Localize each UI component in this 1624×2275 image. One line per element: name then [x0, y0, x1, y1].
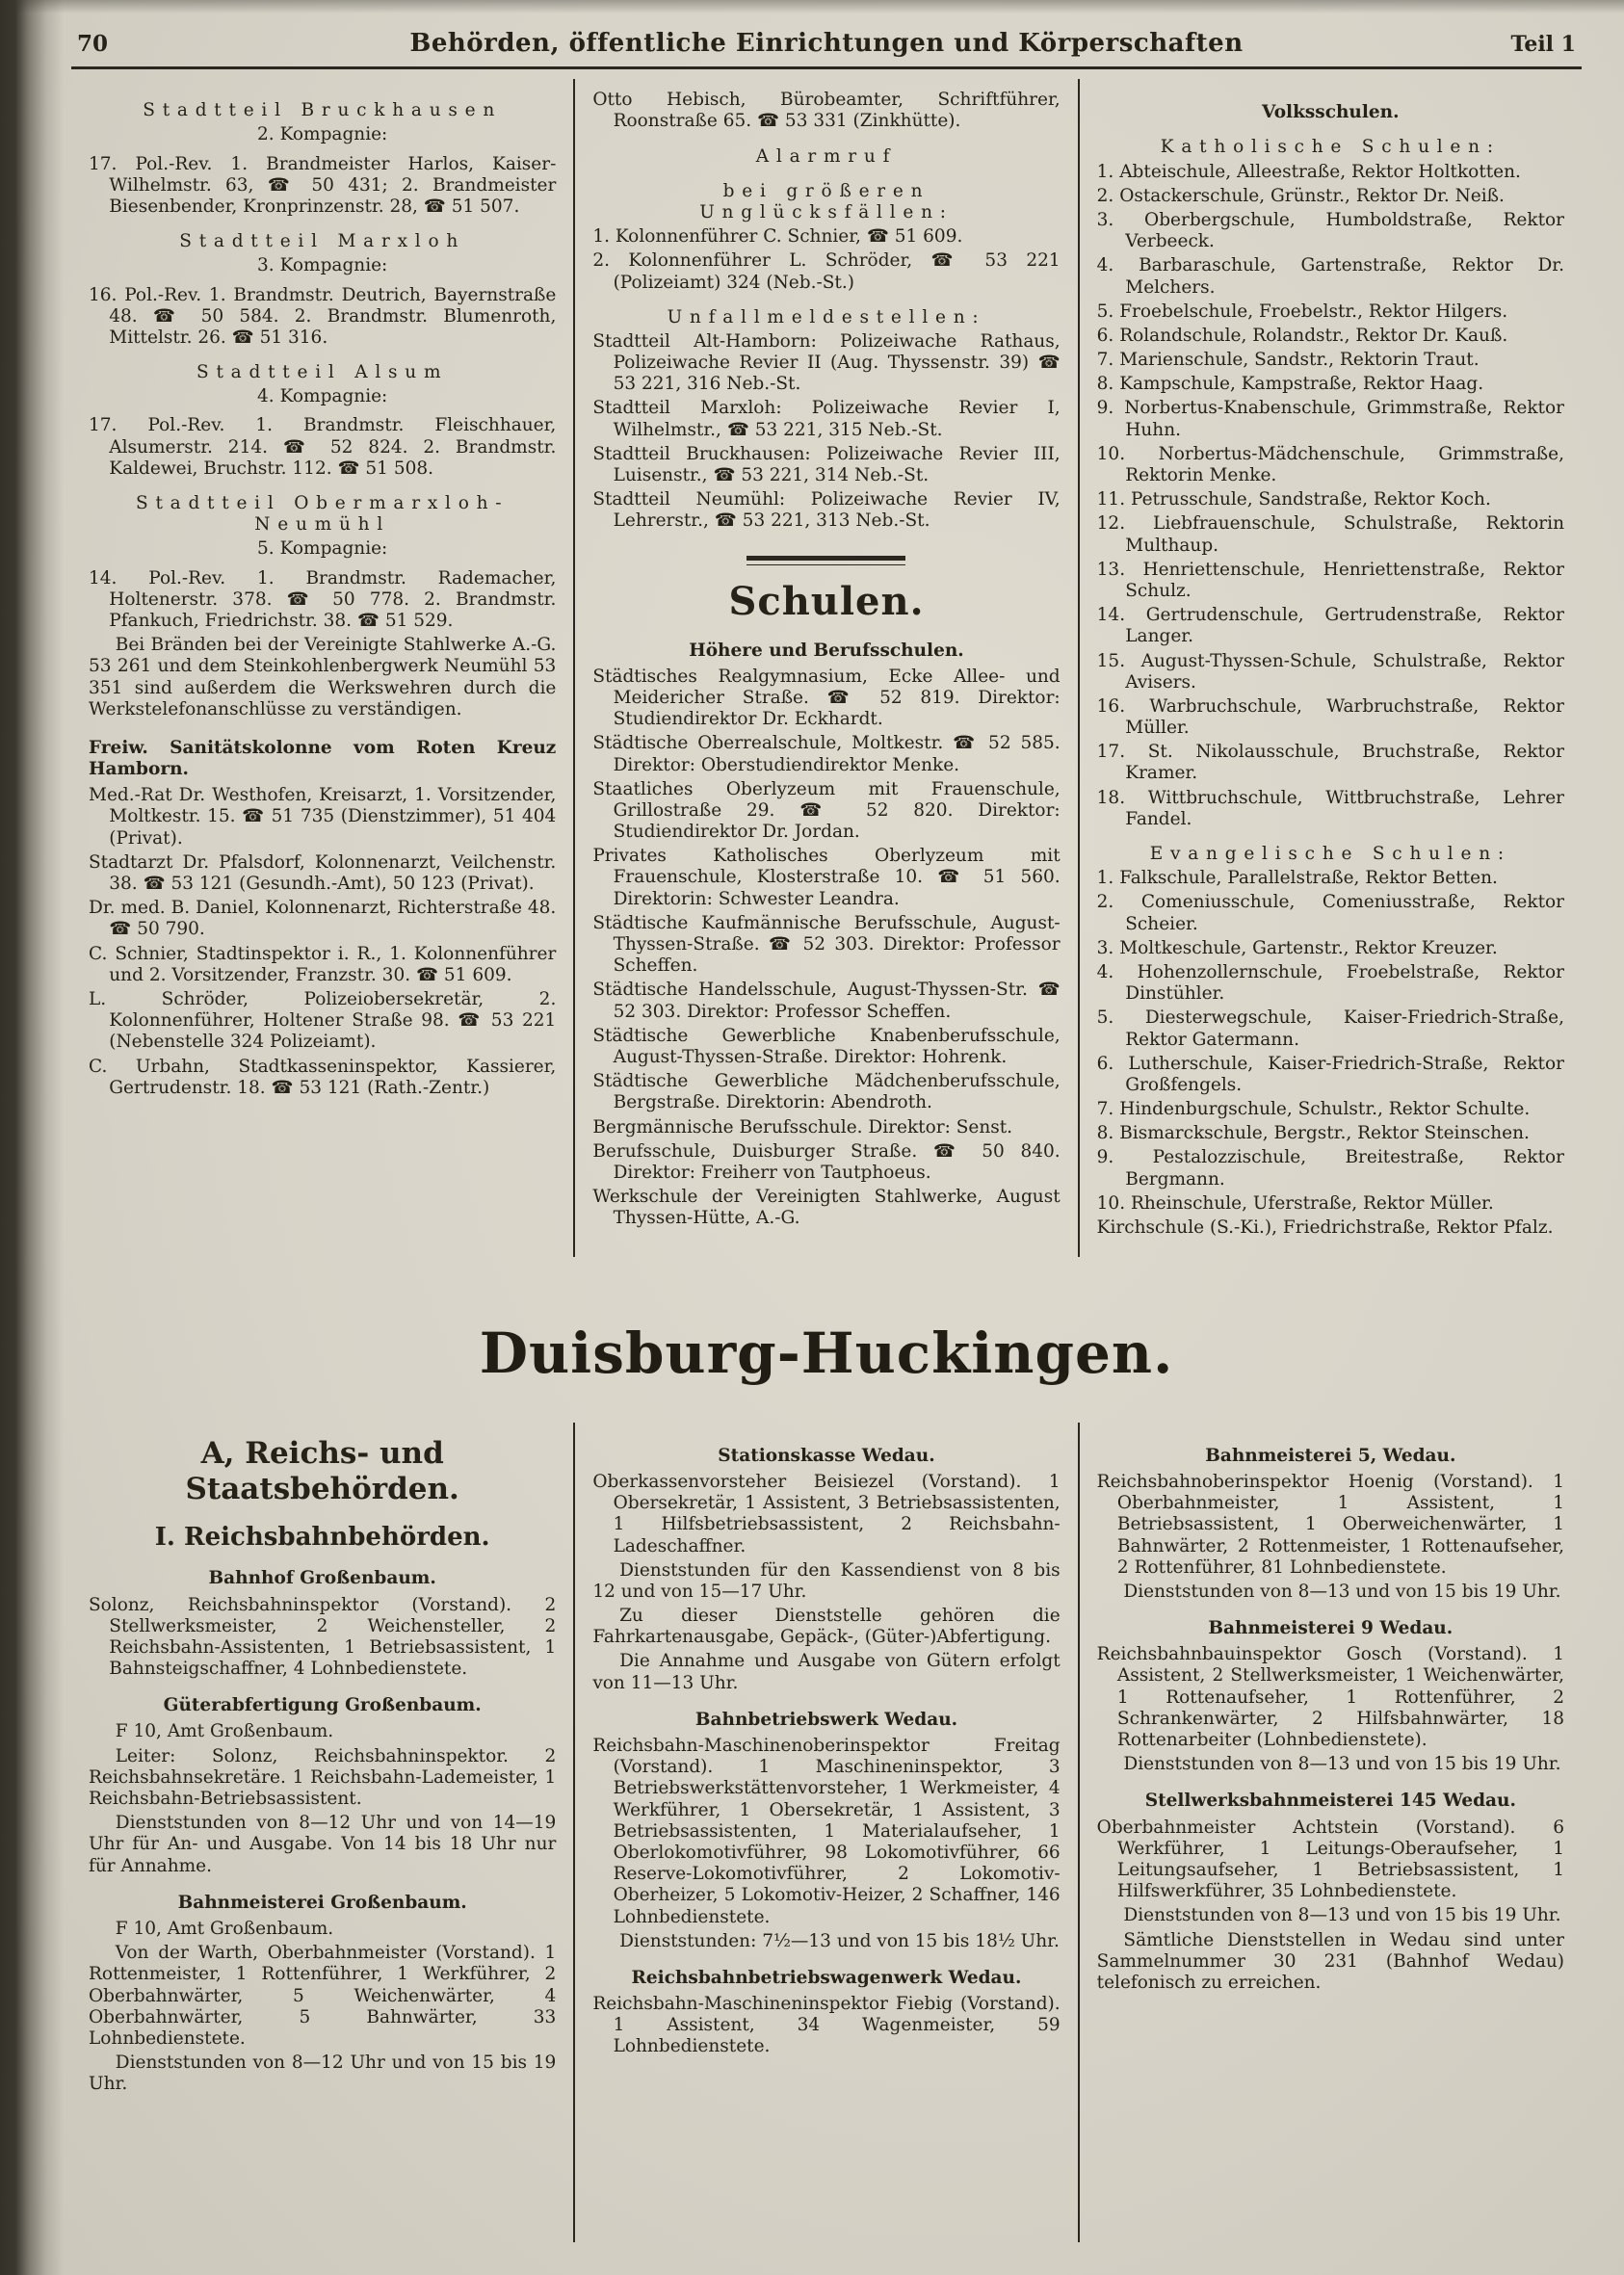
paragraph: Leiter: Solonz, Reichsbahninspektor. 2 Reichsbahnsekretäre. 1 Reichsbahn-Lademeister, 1 Reichsbahn-Betriebsassistent. — [89, 1745, 557, 1810]
paragraph: Dienststunden: 7½—13 und von 15 bis 18½ Uhr. — [619, 1930, 1060, 1951]
column — [573, 1423, 1077, 2242]
paragraph: Dienststunden von 8—13 und von 15 bis 19 Uhr. — [1123, 1581, 1561, 1602]
list-item: 4. Barbaraschule, Gartenstraße, Rektor Dr. Melchers. — [1096, 255, 1564, 298]
entry-paragraph: Oberbahnmeister Achtstein (Vorstand). 6 Werkführer, 1 Leitungs-Oberaufseher, 1 Leitungsaufseher, 1 Betriebsassistent, 1 Hilfswerkführer, 35 Lohnbedienstete. — [1096, 1817, 1564, 1902]
section-heading: Katholische Schulen: — [1160, 137, 1501, 158]
entry-paragraph: 14. Pol.-Rev. 1. Brandmstr. Rademacher, Holtenerstr. 378. ☎ 50 778. 2. Brandmstr. Pfankuch, Friedrichstr. 38. ☎ 51 529. — [89, 567, 557, 631]
list-item: 18. Wittbruchschule, Wittbruchstraße, Lehrer Fandel. — [1096, 787, 1564, 829]
entry-paragraph: L. Schröder, Polizeiobersekretär, 2. Kolonnenführer, Holtener Straße 98. ☎ 53 221 (Nebenstelle 324 Polizeiamt). — [89, 988, 557, 1053]
section-heading: Stadtteil Obermarxloh-Neumühl — [136, 493, 510, 536]
section-heading: Evangelische Schulen: — [1149, 844, 1511, 864]
entry-paragraph: 1. Kolonnenführer C. Schnier, ☎ 51 609. — [592, 226, 963, 248]
divider-thin-rule — [747, 564, 905, 565]
subheading: 5. Kompagnie: — [257, 538, 388, 560]
entry-paragraph: Stadtarzt Dr. Pfalsdorf, Kolonnenarzt, Veilchenstr. 38. ☎ 53 121 (Gesundh.-Amt), 50 123 (Privat). — [89, 851, 557, 894]
entry-paragraph: Oberkassenvorsteher Beisiezel (Vorstand). 1 Obersekretär, 1 Assistent, 3 Betriebsassistenten, 1 Hilfsbetriebsassistent, 2 Reichsbahn-Ladeschaffner. — [592, 1471, 1061, 1556]
bold-heading: Bahnmeisterei 9 Wedau. — [1208, 1618, 1454, 1639]
subheading: 3. Kompagnie: — [257, 255, 388, 276]
entry-paragraph: Städtische Handelsschule, August-Thyssen-Str. ☎ 52 303. Direktor: Professor Scheffen. — [592, 980, 1061, 1022]
bold-heading: Bahnmeisterei 5, Wedau. — [1205, 1445, 1456, 1466]
list-item: 4. Hohenzollernschule, Froebelstraße, Rektor Dinstühler. — [1096, 961, 1564, 1005]
paragraph: Von der Warth, Oberbahnmeister (Vorstand). 1 Rottenmeister, 1 Rottenführer, 1 Werkführer, 2 Oberbahnwärter, 5 Weichenwärter, 4 Oberbahnwärter, 5 Bahnwärter, 33 Lohnbedienstete. — [89, 1943, 557, 2049]
list-item: 2. Comeniusschule, Comeniusstraße, Rektor Scheier. — [1096, 892, 1564, 934]
entry-paragraph: Werkschule der Vereinigten Stahlwerke, August Thyssen-Hütte, A.-G. — [592, 1187, 1061, 1229]
column — [71, 1423, 573, 2242]
paragraph: Dienststunden von 8—13 und von 15 bis 19 Uhr. — [1123, 1905, 1561, 1926]
bold-heading: Höhere und Berufsschulen. — [689, 640, 964, 661]
bold-heading: Reichsbahnbetriebswagenwerk Wedau. — [631, 1967, 1022, 1988]
paragraph: Sämtliche Dienststellen in Wedau sind unter Sammelnummer 30 231 (Bahnhof Wedau) telefonisch zu erreichen. — [1096, 1929, 1564, 1993]
list-item: 3. Moltkeschule, Gartenstr., Rektor Kreuzer. — [1096, 937, 1498, 958]
entry-paragraph: Stadtteil Neumühl: Polizeiwache Revier IV, Lehrerstr., ☎ 53 221, 313 Neb.-St. — [592, 489, 1061, 532]
paragraph: Bei Bränden bei der Vereinigte Stahlwerke A.-G. 53 261 und dem Steinkohlenbergwerk Neumühl 53 351 sind außerdem die Werkswehren durch die Werkstelefonanschlüsse zu verständigen. — [89, 635, 557, 719]
list-item: Kirchschule (S.-Ki.), Friedrichstraße, Rektor Pfalz. — [1096, 1217, 1554, 1238]
list-item: 6. Lutherschule, Kaiser-Friedrich-Straße, Rektor Großfengels. — [1096, 1053, 1564, 1095]
entry-paragraph: Reichsbahnoberinspektor Hoenig (Vorstand). 1 Oberbahnmeister, 1 Assistent, 1 Betriebsassistent, 1 Oberweichenwärter, 1 Bahnwärter, 2 Rottenmeister, 1 Rottenaufseher, 2 Rottenführer, 81 Lohnbedienstete. — [1096, 1471, 1564, 1578]
entry-paragraph: 2. Kolonnenführer L. Schröder, ☎ 53 221 (Polizeiamt) 324 (Neb.-St.) — [592, 250, 1061, 293]
column — [1078, 79, 1582, 1257]
list-item: 12. Liebfrauenschule, Schulstraße, Rektorin Multhaup. — [1096, 513, 1564, 556]
entry-paragraph: Solonz, Reichsbahninspektor (Vorstand). 2 Stellwerksmeister, 2 Weichensteller, 2 Reichsbahn-Assistenten, 1 Betriebsassistent, 1 Bahnsteigschaffner, 4 Lohnbedienstete. — [89, 1594, 557, 1680]
list-item: 6. Rolandschule, Rolandstr., Rektor Dr. Kauß. — [1096, 325, 1508, 346]
entry-paragraph: Otto Hebisch, Bürobeamter, Schriftführer, Roonstraße 65. ☎ 53 331 (Zinkhütte). — [592, 90, 1061, 132]
column — [573, 79, 1077, 1257]
list-item: 17. St. Nikolausschule, Bruchstraße, Rektor Kramer. — [1096, 742, 1564, 784]
entry-paragraph: Reichsbahn-Maschinenoberinspektor Freitag (Vorstand). 1 Maschineninspektor, 3 Betriebswerkstättenvorsteher, 1 Werkmeister, 4 Werkführer, 1 Obersekretär, 1 Assistent, 3 Betriebsassistenten, 1 Materialaufseher, 1 Oberlokomotivführer, 98 Lokomotivführer, 66 Reserve-Lokomotivführer, 2 Lokomotiv-Oberheizer, 5 Lokomotiv-Heizer, 2 Schaffner, 146 Lohnbedienstete. — [592, 1736, 1061, 1927]
paragraph: F 10, Amt Großenbaum. — [115, 1918, 334, 1939]
section-heading: Unfallmeldestellen: — [667, 306, 986, 327]
entry-paragraph: Städtische Kaufmännische Berufsschule, August-Thyssen-Straße. ☎ 52 303. Direktor: Professor Scheffen. — [592, 912, 1061, 977]
top-section — [71, 79, 1582, 1257]
section-heading: bei größeren Unglücksfällen: — [699, 180, 954, 222]
column — [71, 79, 573, 1257]
bottom-section — [71, 1423, 1582, 2242]
section-heading: Alarmruf — [755, 145, 898, 167]
entry-paragraph: 17. Pol.-Rev. 1. Brandmeister Harlos, Kaiser-Wilhelmstr. 63, ☎ 50 431; 2. Brandmeister Biesenbender, Kronprinzenstr. 28, ☎ 51 507. — [89, 153, 557, 217]
list-item: 2. Ostackerschule, Grünstr., Rektor Dr. Neiß. — [1096, 185, 1505, 206]
list-item: 15. August-Thyssen-Schule, Schulstraße, Rektor Avisers. — [1096, 650, 1564, 693]
entry-paragraph: Bergmännische Berufsschule. Direktor: Senst. — [592, 1116, 1013, 1138]
section-heading: Stadtteil Alsum — [196, 362, 449, 383]
bold-heading: Güterabfertigung Großenbaum. — [163, 1695, 482, 1716]
entry-paragraph: 16. Pol.-Rev. 1. Brandmstr. Deutrich, Bayernstraße 48. ☎ 50 584. 2. Brandmstr. Blumenroth, Mittelstr. 26. ☎ 51 316. — [89, 284, 557, 348]
paragraph: F 10, Amt Großenbaum. — [115, 1721, 334, 1742]
list-item: 5. Froebelschule, Froebelstr., Rektor Hilgers. — [1096, 301, 1508, 322]
schulen-heading: Schulen. — [728, 578, 925, 624]
list-item: 7. Hindenburgschule, Schulstr., Rektor Schulte. — [1096, 1099, 1531, 1120]
main-section-heading: A, Reichs- und Staatsbehörden. — [185, 1435, 459, 1506]
divider-thick-rule — [747, 556, 905, 561]
entry-paragraph: Stadtteil Bruckhausen: Polizeiwache Revier III, Luisenstr., ☎ 53 221, 314 Neb.-St. — [592, 443, 1061, 485]
entry-paragraph: Städtische Gewerbliche Mädchenberufsschule, Bergstraße. Direktorin: Abendroth. — [592, 1071, 1061, 1113]
list-item: 13. Henriettenschule, Henriettenstraße, Rektor Schulz. — [1096, 559, 1564, 601]
entry-paragraph: C. Schnier, Stadtinspektor i. R., 1. Kolonnenführer und 2. Vorsitzender, Franzstr. 30. ☎ 51 609. — [89, 943, 557, 985]
subheading: 4. Kompagnie: — [257, 386, 388, 407]
bold-heading: Stellwerksbahnmeisterei 145 Wedau. — [1144, 1791, 1516, 1812]
list-item: 9. Norbertus-Knabenschule, Grimmstraße, Rektor Huhn. — [1096, 398, 1564, 440]
paragraph: Dienststunden für den Kassendienst von 8 bis 12 und von 15—17 Uhr. — [592, 1559, 1061, 1602]
list-item: 1. Falkschule, Parallelstraße, Rektor Betten. — [1096, 868, 1498, 889]
paragraph: Dienststunden von 8—12 Uhr und von 14—19 Uhr für An- und Ausgabe. Von 14 bis 18 Uhr nur für Annahme. — [89, 1813, 557, 1876]
bold-heading: Stationskasse Wedau. — [718, 1445, 935, 1466]
entry-paragraph: C. Urbahn, Stadtkasseninspektor, Kassierer, Gertrudenstr. 18. ☎ 53 121 (Rath.-Zentr.) — [89, 1056, 557, 1098]
entry-paragraph: Städtische Oberrealschule, Moltkestr. ☎ 52 585. Direktor: Oberstudiendirektor Menke. — [592, 733, 1061, 775]
subsection-heading: I. Reichsbahnbehörden. — [154, 1523, 490, 1553]
list-item: 8. Bismarckschule, Bergstr., Rektor Steinschen. — [1096, 1123, 1530, 1144]
paragraph: Die Annahme und Ausgabe von Gütern erfolgt von 11—13 Uhr. — [592, 1651, 1061, 1693]
list-item: 14. Gertrudenschule, Gertrudenstraße, Rektor Langer. — [1096, 605, 1564, 647]
list-item: 7. Marienschule, Sandstr., Rektorin Traut. — [1096, 350, 1480, 371]
page-header-title: Behörden, öffentliche Einrichtungen und Körperschaften — [409, 29, 1244, 58]
entry-paragraph: Staatliches Oberlyzeum mit Frauenschule, Grillostraße 29. ☎ 52 820. Direktor: Studiendirektor Dr. Jordan. — [592, 778, 1061, 843]
list-item: 11. Petrusschule, Sandstraße, Rektor Koch. — [1096, 489, 1491, 510]
entry-paragraph: 17. Pol.-Rev. 1. Brandmstr. Fleischhauer, Alsumerstr. 214. ☎ 52 824. 2. Brandmstr. Kaldewei, Bruchstr. 112. ☎ 51 508. — [89, 415, 557, 479]
entry-paragraph: Stadtteil Marxloh: Polizeiwache Revier I, Wilhelmstr., ☎ 53 221, 315 Neb.-St. — [592, 398, 1061, 440]
list-item: 8. Kampschule, Kampstraße, Rektor Haag. — [1096, 374, 1484, 395]
paragraph: Dienststunden von 8—12 Uhr und von 15 bis 19 Uhr. — [89, 2053, 557, 2095]
subheading: 2. Kompagnie: — [257, 124, 388, 145]
section-heading: Stadtteil Marxloh — [179, 231, 466, 252]
city-heading: Duisburg-Huckingen. — [479, 1321, 1174, 1387]
entry-paragraph: Städtisches Realgymnasium, Ecke Allee- und Meidericher Straße. ☎ 52 819. Direktor: Studiendirektor Dr. Eckhardt. — [592, 666, 1061, 730]
page-number: 70 — [77, 31, 109, 57]
entry-paragraph: Berufsschule, Duisburger Straße. ☎ 50 840. Direktor: Freiherr von Tautphoeus. — [592, 1140, 1061, 1183]
entry-paragraph: Med.-Rat Dr. Westhofen, Kreisarzt, 1. Vorsitzender, Moltkestr. 15. ☎ 51 735 (Dienstzimmer), 51 404 (Privat). — [89, 785, 557, 849]
list-item: 1. Abteischule, Alleestraße, Rektor Holtkotten. — [1096, 161, 1521, 182]
bold-heading: Freiw. Sanitätskolonne vom Roten Kreuz Hamborn. — [89, 737, 557, 780]
list-item: 9. Pestalozzischule, Breitestraße, Rektor Bergmann. — [1096, 1147, 1564, 1190]
bold-heading: Volksschulen. — [1262, 102, 1400, 123]
column — [1078, 1423, 1582, 2242]
entry-paragraph: Dr. med. B. Daniel, Kolonnenarzt, Richterstraße 48. ☎ 50 790. — [89, 898, 557, 940]
page-part-label: Teil 1 — [1510, 32, 1576, 57]
section-divider — [592, 556, 1060, 565]
entry-paragraph: Reichsbahnbauinspektor Gosch (Vorstand). 1 Assistent, 2 Stellwerksmeister, 1 Weichenwärter, 1 Rottenaufseher, 1 Rottenführer, 2 Schrankenwärter, 2 Hilfsbahnwärter, 18 Rottenarbeiter (Lohnbedienstete). — [1096, 1644, 1564, 1751]
entry-paragraph: Städtische Gewerbliche Knabenberufsschule, August-Thyssen-Straße. Direktor: Hohrenk. — [592, 1025, 1061, 1067]
list-item: 5. Diesterwegschule, Kaiser-Friedrich-Straße, Rektor Gatermann. — [1096, 1007, 1564, 1050]
list-item: 3. Oberbergschule, Humboldstraße, Rektor Verbeeck. — [1096, 209, 1564, 252]
entry-paragraph: Privates Katholisches Oberlyzeum mit Frauenschule, Klosterstraße 10. ☎ 51 560. Direktorin: Schwester Leandra. — [592, 846, 1061, 909]
section-heading: Stadtteil Bruckhausen — [143, 100, 503, 121]
paragraph: Dienststunden von 8—13 und von 15 bis 19 Uhr. — [1123, 1754, 1561, 1775]
entry-paragraph: Reichsbahn-Maschineninspektor Fiebig (Vorstand). 1 Assistent, 34 Wagenmeister, 59 Lohnbedienstete. — [592, 1994, 1061, 2057]
list-item: 10. Norbertus-Mädchenschule, Grimmstraße, Rektorin Menke. — [1096, 443, 1564, 485]
bold-heading: Bahnhof Großenbaum. — [208, 1568, 436, 1589]
list-item: 10. Rheinschule, Uferstraße, Rektor Müller. — [1096, 1192, 1494, 1214]
list-item: 16. Warbruchschule, Warbruchstraße, Rektor Müller. — [1096, 695, 1564, 739]
bold-heading: Bahnmeisterei Großenbaum. — [177, 1892, 467, 1913]
bold-heading: Bahnbetriebswerk Wedau. — [694, 1709, 958, 1730]
page-header — [71, 23, 1582, 69]
paragraph: Zu dieser Dienststelle gehören die Fahrkartenausgabe, Gepäck-, (Güter-)Abfertigung. — [592, 1606, 1061, 1648]
entry-paragraph: Stadtteil Alt-Hamborn: Polizeiwache Rathaus, Polizeiwache Revier II (Aug. Thyssenstr. 39) ☎ 53 221, 316 Neb.-St. — [592, 330, 1061, 395]
